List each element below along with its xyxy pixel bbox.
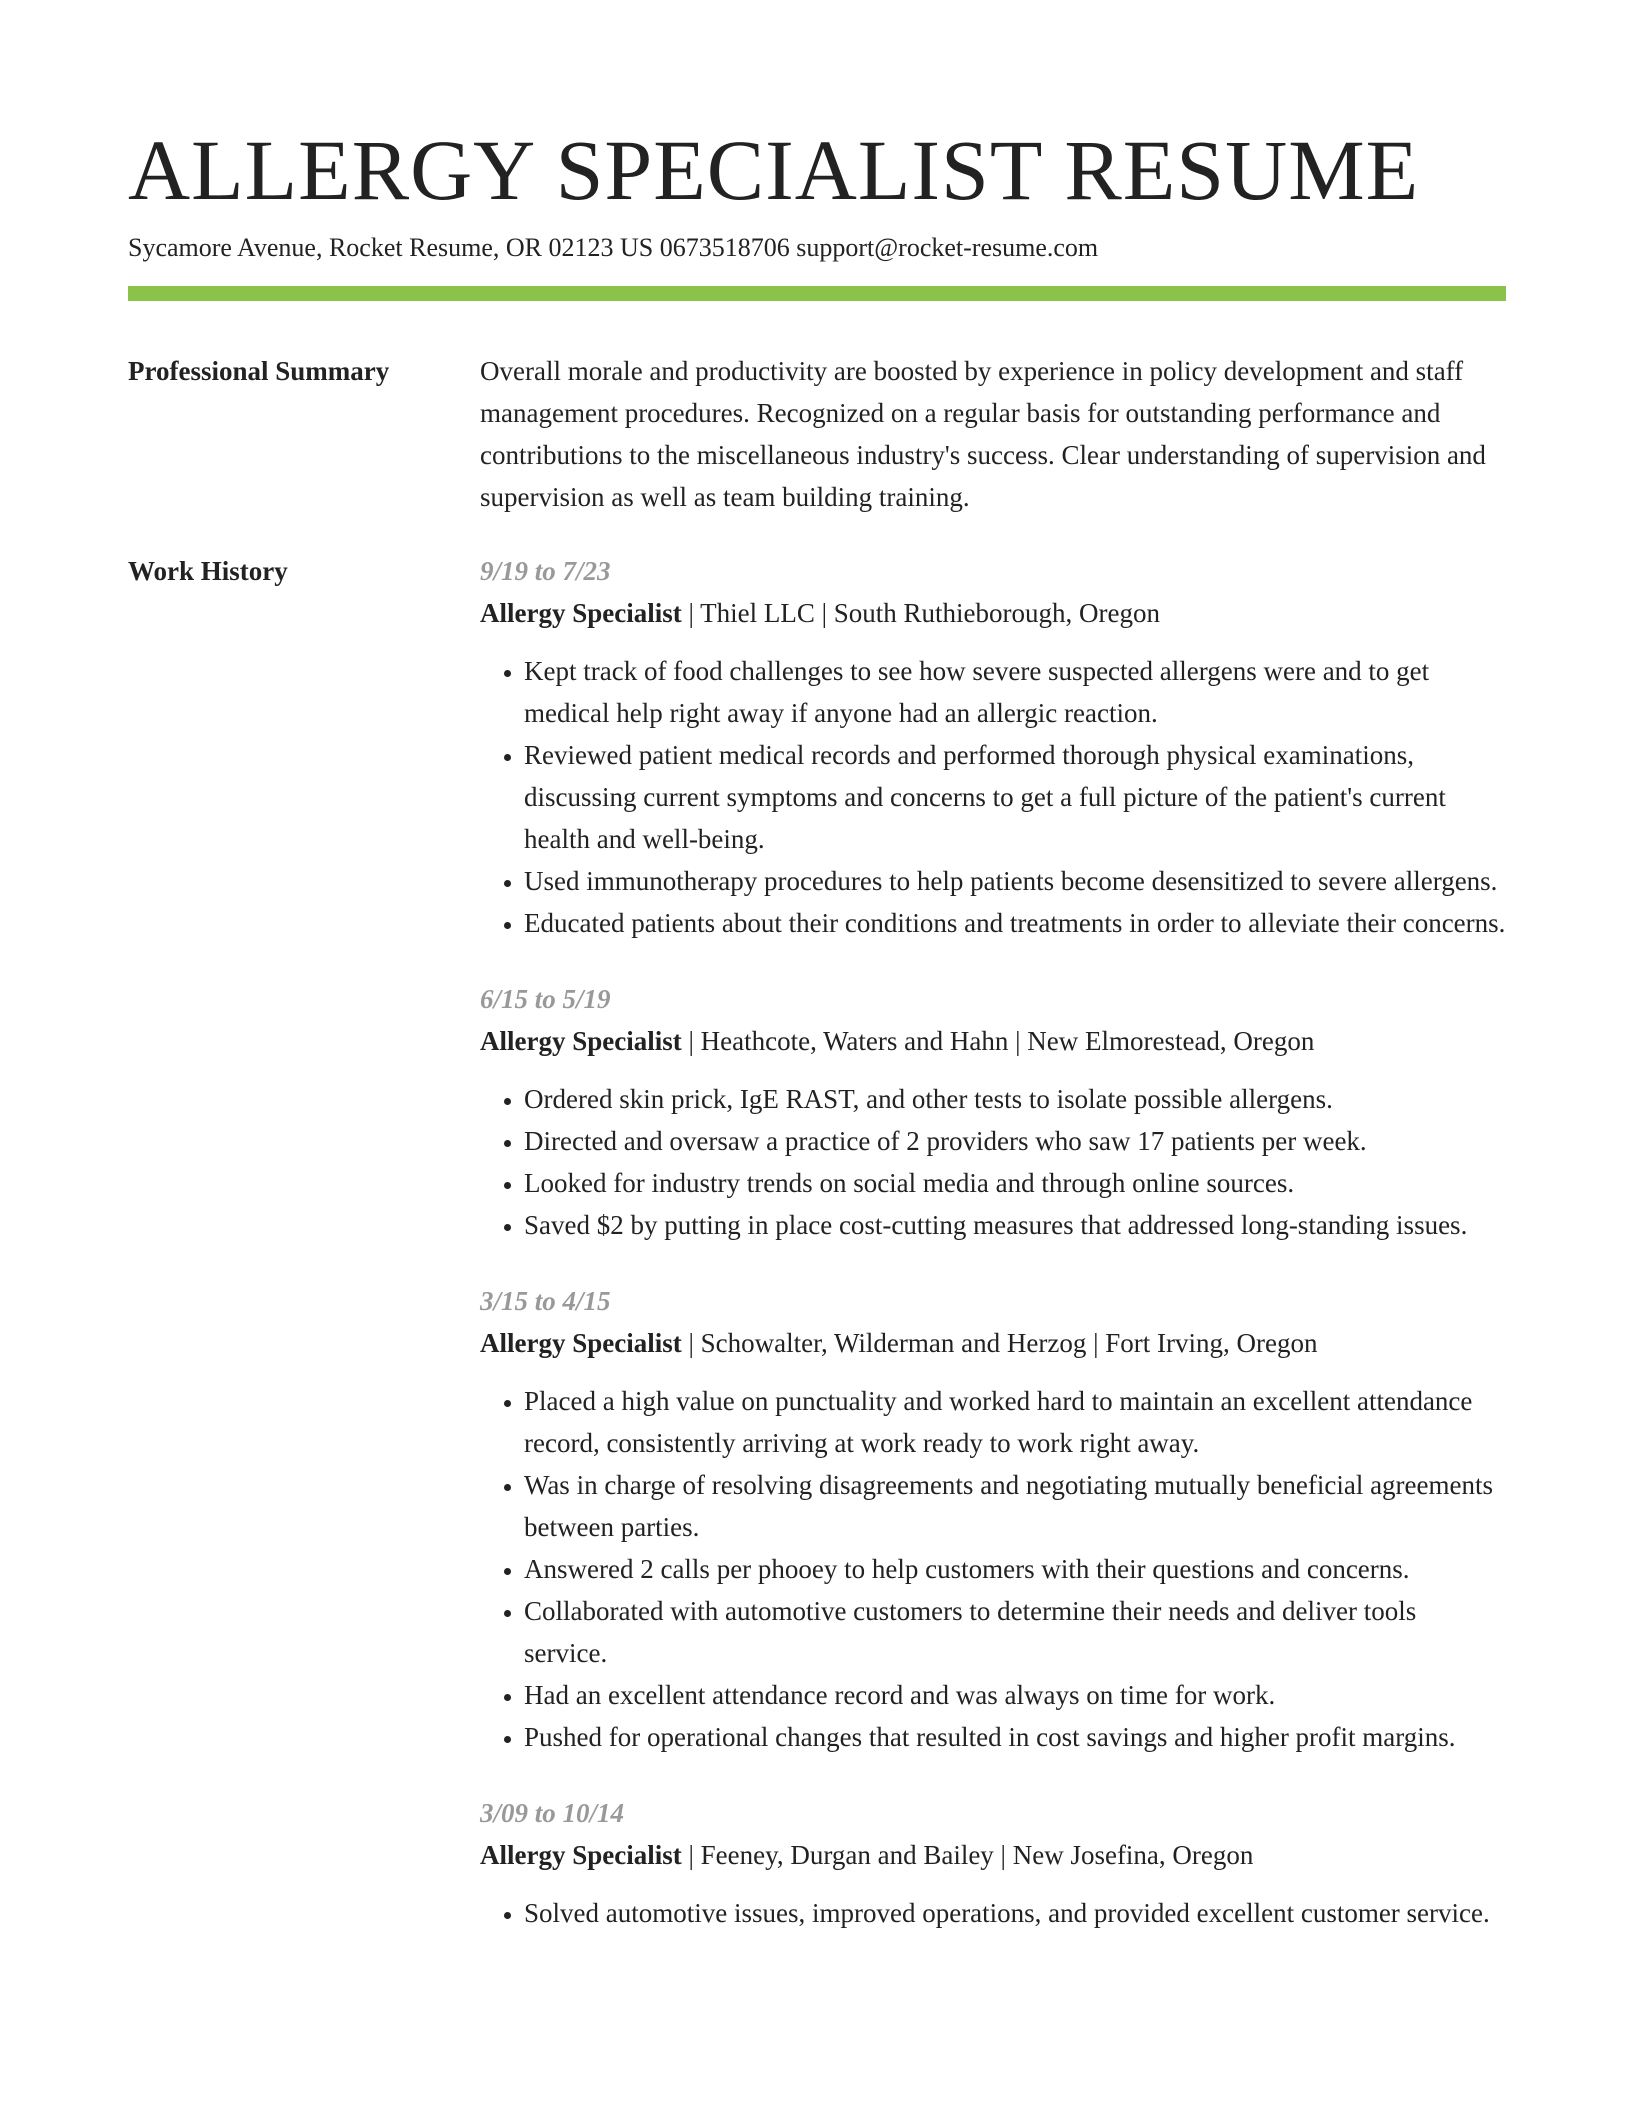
summary-label: Professional Summary <box>128 356 390 386</box>
job-details: | Feeney, Durgan and Bailey | New Josefina, Oregon <box>681 1840 1254 1870</box>
job-entry <box>480 978 1506 1246</box>
job-role-line <box>480 1020 1506 1062</box>
job-title: Allergy Specialist <box>480 1328 682 1358</box>
job-bullet: • Solved automotive issues, improved operations, and provided excellent customer service. <box>524 1892 1506 1934</box>
job-title: Allergy Specialist <box>480 598 682 628</box>
job-role-line <box>480 1834 1506 1876</box>
job-title: Allergy Specialist <box>480 1840 682 1870</box>
job-role-line <box>480 1322 1506 1364</box>
job-entry <box>480 550 1506 944</box>
summary-text: Overall morale and productivity are boosted by experience in policy development and staff management procedures. Recognized on a regular basis for outstanding performance and contributions to the miscellaneous industry's success. Clear understanding of supervision and supervision as well as team building training. <box>480 356 1486 512</box>
job-dates: 6/15 to 5/19 <box>480 984 611 1014</box>
job-entry <box>480 1792 1506 1934</box>
job-bullets <box>480 1380 1506 1758</box>
job-title: Allergy Specialist <box>480 1026 682 1056</box>
work-history-label: Work History <box>128 556 288 586</box>
job-bullet: • Looked for industry trends on social media and through online sources. <box>524 1162 1506 1204</box>
accent-divider <box>128 286 1506 301</box>
job-bullets <box>480 1078 1506 1246</box>
job-bullet: • Saved $2 by putting in place cost-cutting measures that addressed long-standing issues. <box>524 1204 1506 1246</box>
job-bullet: • Reviewed patient medical records and performed thorough physical examinations, discussing current symptoms and concerns to get a full picture of the patient's current health and well-being. <box>524 734 1506 860</box>
job-dates: 3/09 to 10/14 <box>480 1798 625 1828</box>
job-dates: 3/15 to 4/15 <box>480 1286 611 1316</box>
job-dates: 9/19 to 7/23 <box>480 556 611 586</box>
job-bullets <box>480 1892 1506 1934</box>
job-details: | Thiel LLC | South Ruthieborough, Oregon <box>681 598 1161 628</box>
job-bullet: • Answered 2 calls per phooey to help customers with their questions and concerns. <box>524 1548 1506 1590</box>
job-bullet: • Was in charge of resolving disagreements and negotiating mutually beneficial agreements between parties. <box>524 1464 1506 1548</box>
work-history-list <box>480 550 1506 1968</box>
job-entry <box>480 1280 1506 1758</box>
job-details: | Heathcote, Waters and Hahn | New Elmorestead, Oregon <box>681 1026 1315 1056</box>
job-bullet: • Directed and oversaw a practice of 2 providers who saw 17 patients per week. <box>524 1120 1506 1162</box>
job-bullet: • Educated patients about their conditions and treatments in order to alleviate their concerns. <box>524 902 1506 944</box>
job-details: | Schowalter, Wilderman and Herzog | Fort Irving, Oregon <box>681 1328 1318 1358</box>
contact-line: Sycamore Avenue, Rocket Resume, OR 02123 US 0673518706 support@rocket-resume.com <box>128 233 1099 262</box>
job-bullets <box>480 650 1506 944</box>
job-bullet: • Collaborated with automotive customers to determine their needs and deliver tools service. <box>524 1590 1506 1674</box>
job-bullet: • Had an excellent attendance record and was always on time for work. <box>524 1674 1506 1716</box>
job-role-line <box>480 592 1506 634</box>
job-bullet: • Ordered skin prick, IgE RAST, and other tests to isolate possible allergens. <box>524 1078 1506 1120</box>
job-bullet: • Kept track of food challenges to see how severe suspected allergens were and to get medical help right away if anyone had an allergic reaction. <box>524 650 1506 734</box>
job-bullet: • Placed a high value on punctuality and worked hard to maintain an excellent attendance record, consistently arriving at work ready to work right away. <box>524 1380 1506 1464</box>
resume-title: ALLERGY SPECIALIST RESUME <box>128 122 1420 218</box>
job-bullet: • Pushed for operational changes that resulted in cost savings and higher profit margins. <box>524 1716 1506 1758</box>
job-bullet: • Used immunotherapy procedures to help patients become desensitized to severe allergens. <box>524 860 1506 902</box>
